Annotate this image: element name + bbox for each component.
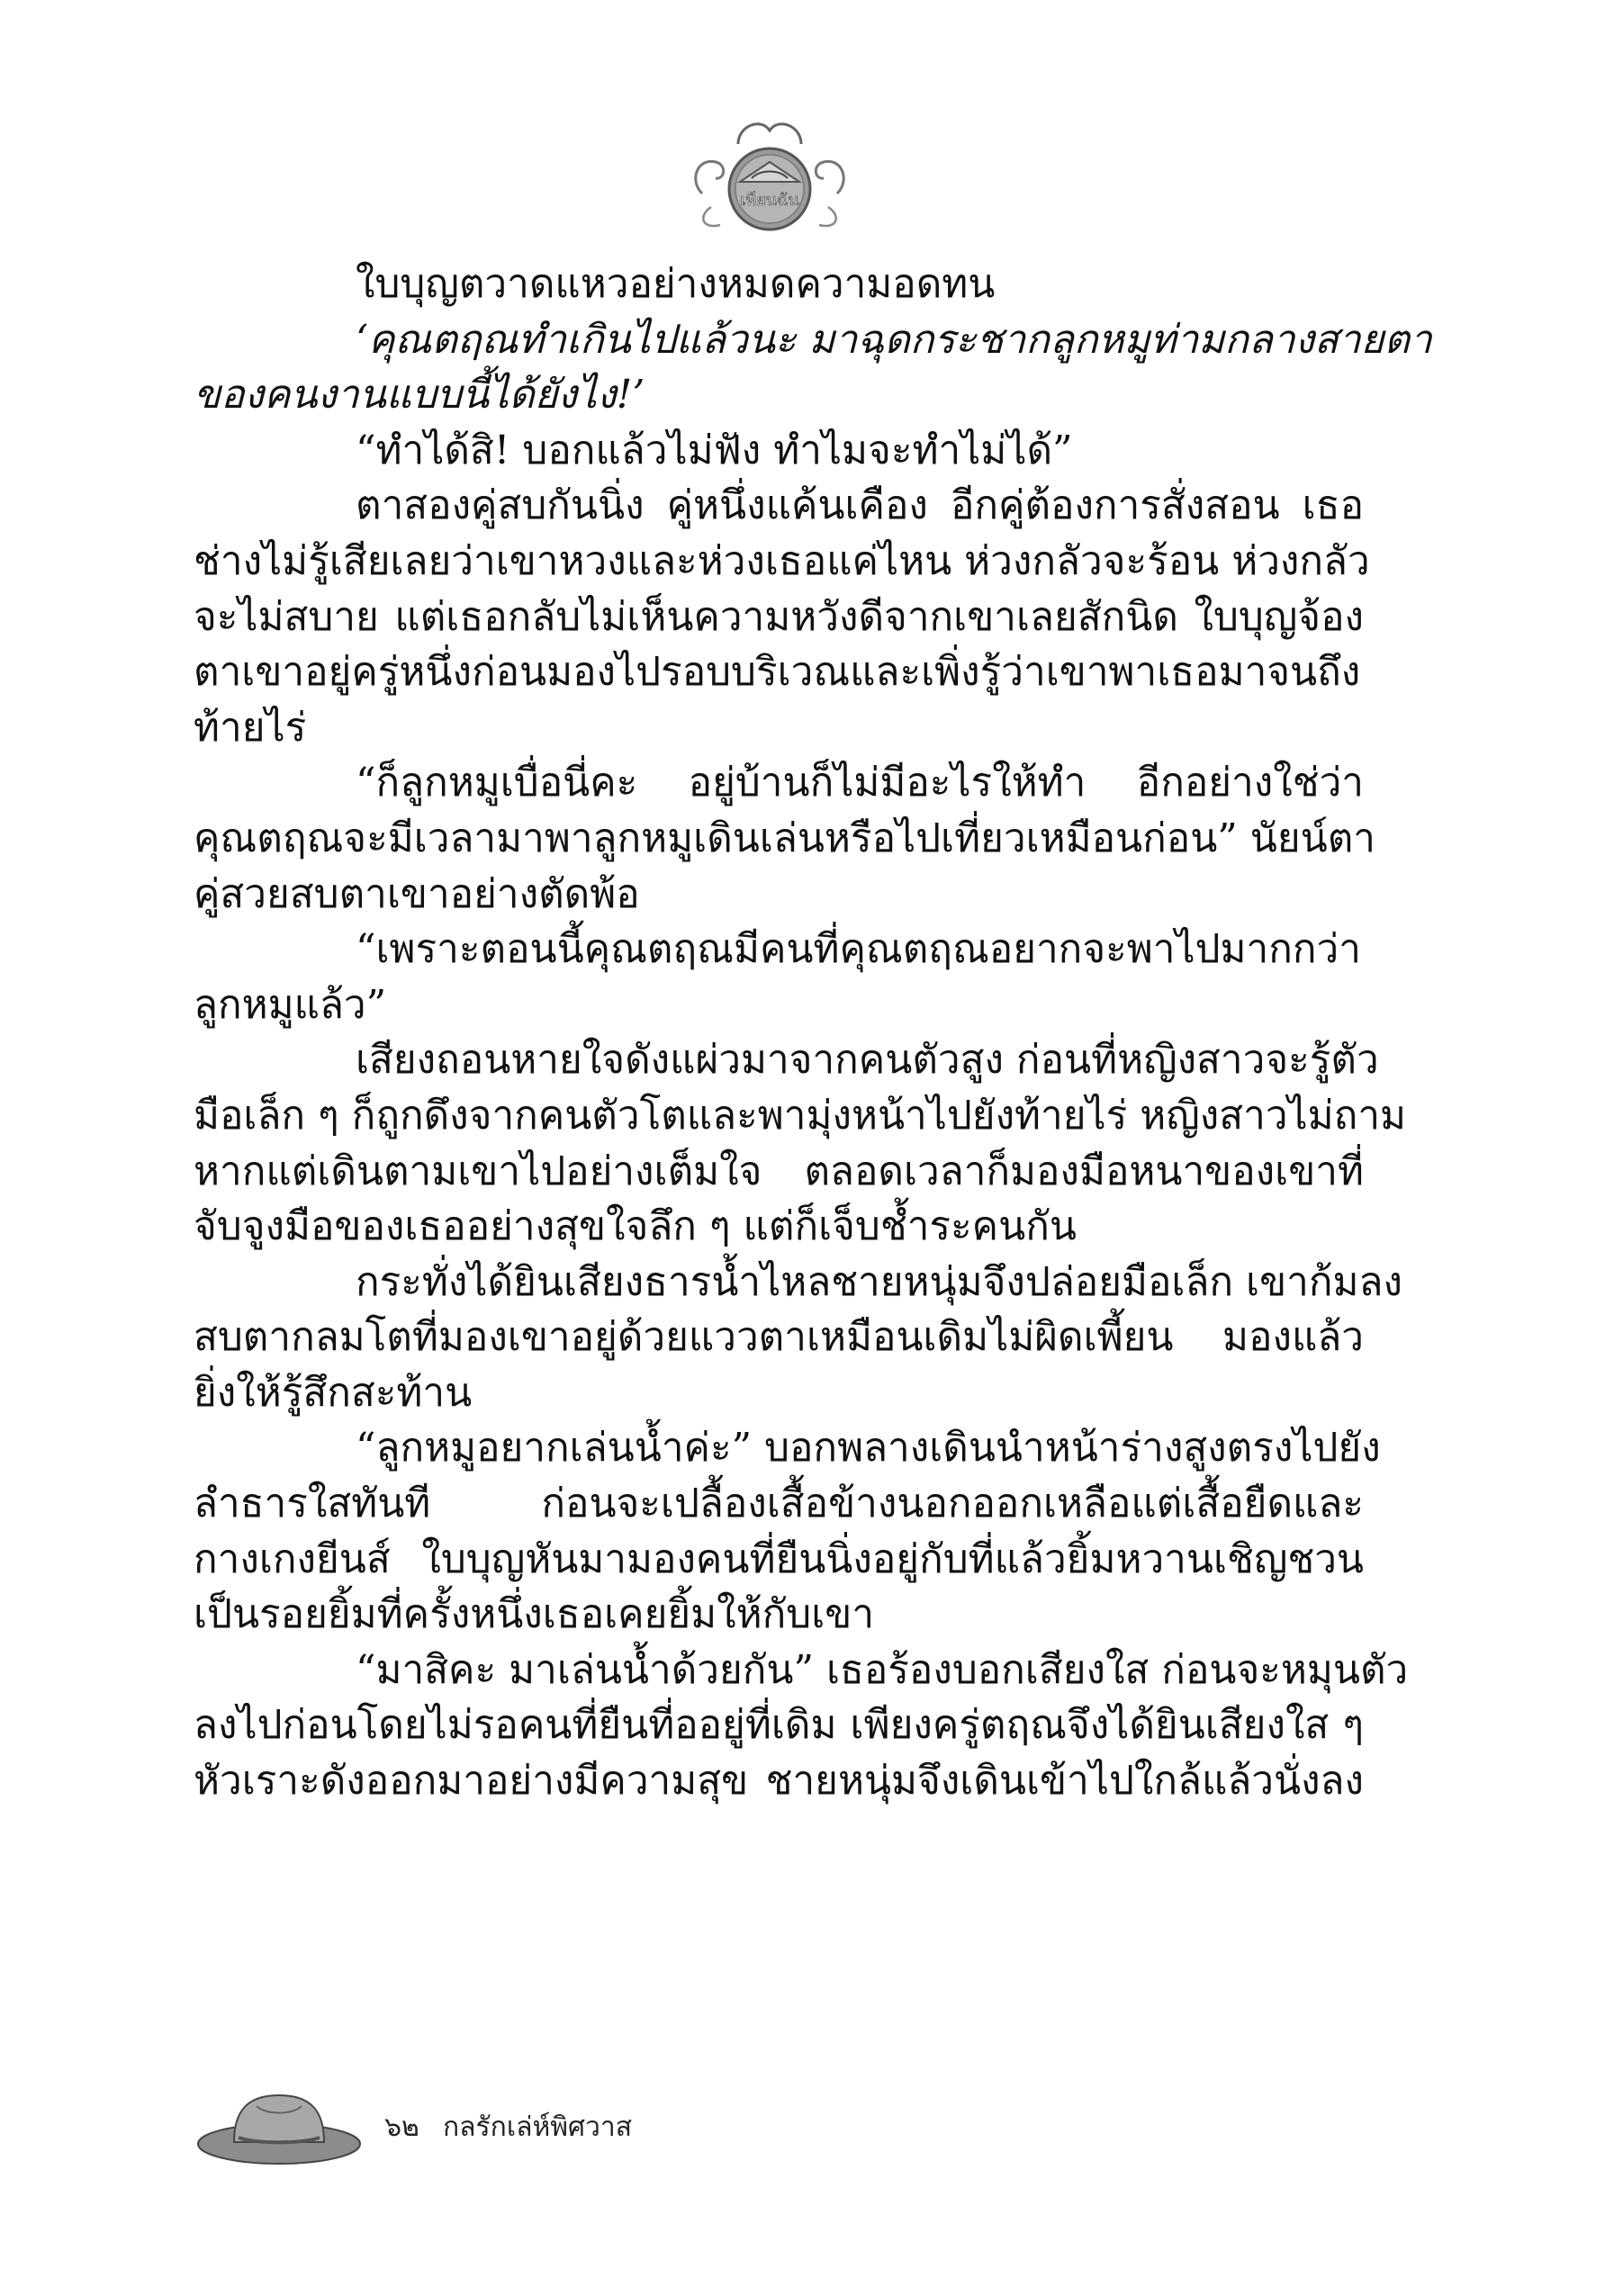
text-line: จับจูงมือของเธออย่างสุขใจลึก ๆ แต่ก็เจ็บช้ำระคนกัน [194, 1203, 1077, 1250]
text-line: ใบบุญตวาดแหวอย่างหมดความอดทน [356, 261, 996, 307]
text-line: สบตากลมโตที่มองเขาอยู่ด้วยแววตาเหมือนเดิมไม่ผิดเพี้ยน มองแล้ว [194, 1314, 1364, 1361]
text-line: ‘คุณตฤณทำเกินไปแล้วนะ มาฉุดกระชากลูกหมูท่ามกลางสายตา [356, 316, 1432, 363]
text-line: “เพราะตอนนี้คุณตฤณมีคนที่คุณตฤณอยากจะพาไปมากกว่า [356, 926, 1361, 973]
text-line: ช่างไม่รู้เสียเลยว่าเขาหวงและห่วงเธอแค่ไหน ห่วงกลัวจะร้อน ห่วงกลัว [194, 537, 1370, 584]
text-line: ลงไปก่อนโดยไม่รอคนที่ยืนที่ออยู่ที่เดิม เพียงครู่ตฤณจึงได้ยินเสียงใส ๆ [194, 1702, 1364, 1749]
chapter-emblem-logo [684, 108, 855, 243]
text-line: ยิ่งให้รู้สึกสะท้าน [194, 1369, 473, 1416]
text-line: ตาเขาอยู่ครู่หนึ่งก่อนมองไปรอบบริเวณและเพิ่งรู้ว่าเขาพาเธอมาจนถึง [194, 649, 1361, 696]
text-line: หากแต่เดินตามเขาไปอย่างเต็มใจ ตลอดเวลาก็มองมือหนาของเขาที่ [194, 1148, 1364, 1194]
body-text [194, 257, 1432, 1809]
page-number: ๖๒ [384, 2111, 419, 2143]
text-line: จะไม่สบาย แต่เธอกลับไม่เห็นความหวังดีจากเขาเลยสักนิด ใบบุญจ้อง [194, 593, 1364, 640]
text-line: คู่สวยสบตาเขาอย่างตัดพ้อ [194, 870, 640, 917]
text-line: มือเล็ก ๆ ก็ถูกดึงจากคนตัวโตและพามุ่งหน้าไปยังท้ายไร่ หญิงสาวไม่ถาม [194, 1092, 1407, 1139]
text-line: “มาสิคะ มาเล่นน้ำด้วยกัน” เธอร้องบอกเสียงใส ก่อนจะหมุนตัว [356, 1646, 1409, 1693]
text-line: เป็นรอยยิ้มที่ครั้งหนึ่งเธอเคยยิ้มให้กับเขา [194, 1591, 875, 1638]
book-title: กลรักเล่ห์พิศวาส [443, 2111, 633, 2143]
text-line: กระทั่งได้ยินเสียงธารน้ำไหลชายหนุ่มจึงปล่อยมือเล็ก เขาก้มลง [356, 1258, 1402, 1305]
text-line: เสียงถอนหายใจดังแผ่วมาจากคนตัวสูง ก่อนที่หญิงสาวจะรู้ตัว [356, 1037, 1379, 1084]
text-line: ท้ายไร่ [194, 704, 307, 751]
text-line: “ทำได้สิ! บอกแล้วไม่ฟัง ทำไมจะทำไม่ได้” [356, 427, 1073, 473]
text-line: ของคนงานแบบนี้ได้ยังไง!’ [194, 372, 645, 419]
hat-icon [194, 2088, 365, 2169]
text-line: ลำธารใสทันที ก่อนจะเปลื้องเสื้อข้างนอกออกเหลือแต่เสื้อยืดและ [194, 1481, 1364, 1527]
text-line: “ลูกหมูอยากเล่นน้ำค่ะ” บอกพลางเดินนำหน้าร่างสูงตรงไปยัง [356, 1425, 1381, 1472]
svg-text:เทียนฉัน: เทียนฉัน [740, 191, 799, 210]
text-line: “ก็ลูกหมูเบื่อนี่คะ อยู่บ้านก็ไม่มีอะไรให้ทำ อีกอย่างใช่ว่า [356, 760, 1364, 806]
text-line: หัวเราะดังออกมาอย่างมีความสุข ชายหนุ่มจึงเดินเข้าไปใกล้แล้วนั่งลง [194, 1758, 1364, 1805]
text-line: คุณตฤณจะมีเวลามาพาลูกหมูเดินเล่นหรือไปเที่ยวเหมือนก่อน” นัยน์ตา [194, 815, 1375, 861]
text-line: กางเกงยีนส์ ใบบุญหันมามองคนที่ยืนนิ่งอยู่กับที่แล้วยิ้มหวานเชิญชวน [194, 1535, 1364, 1582]
text-line: ลูกหมูแล้ว” [194, 981, 387, 1028]
text-line: ตาสองคู่สบกันนิ่ง คู่หนึ่งแค้นเคือง อีกคู่ต้องการสั่งสอน เธอ [356, 482, 1364, 529]
